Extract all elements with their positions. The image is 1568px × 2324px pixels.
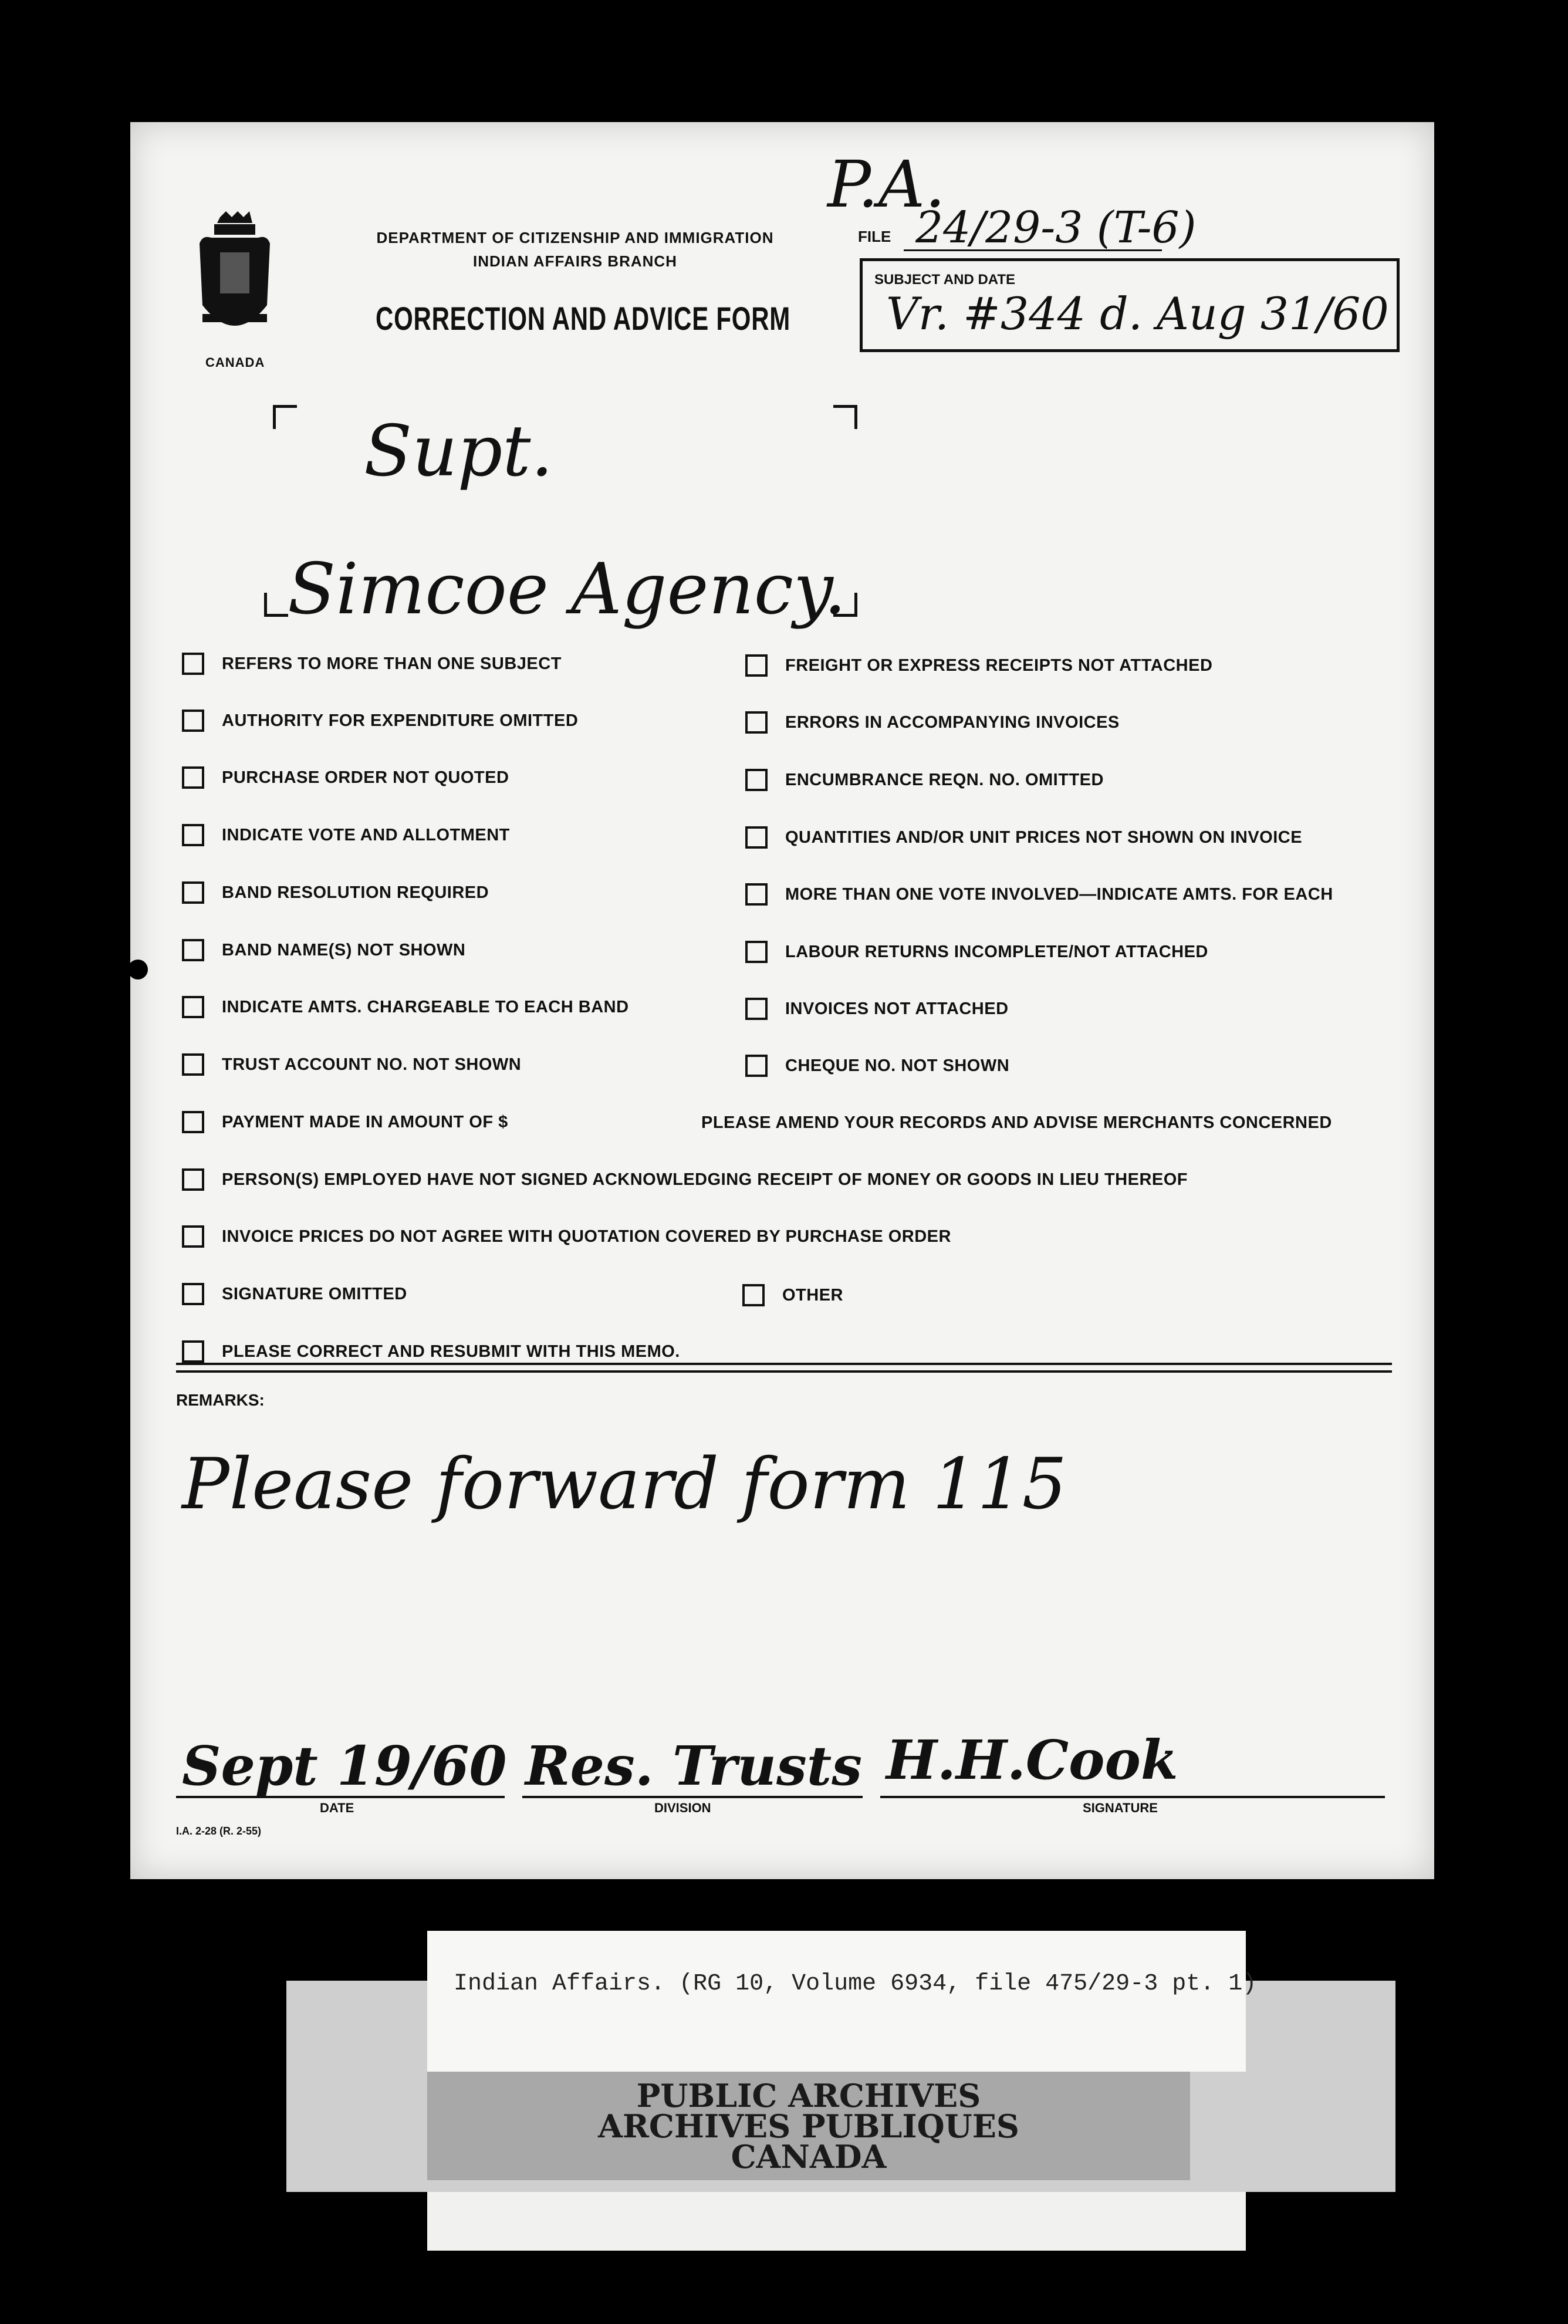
checklist-item (182, 766, 509, 789)
checklist-item (182, 824, 510, 846)
label-strip (427, 2192, 1246, 2251)
checklist-label: CHEQUE NO. NOT SHOWN (785, 1056, 1010, 1075)
checkbox[interactable] (182, 1340, 204, 1363)
checklist-label: INDICATE VOTE AND ALLOTMENT (222, 825, 510, 845)
address-line-1: Supt. (364, 411, 553, 492)
checkbox[interactable] (182, 881, 204, 904)
remarks-label: REMARKS: (176, 1391, 265, 1409)
checklist-item (182, 1340, 680, 1363)
file-number-field: 24/29-3 (T-6) (915, 202, 1197, 253)
punch-hole (128, 960, 148, 979)
checkbox[interactable] (745, 769, 768, 791)
checklist-item (745, 1055, 1009, 1077)
checkbox[interactable] (745, 826, 768, 849)
checklist-label: LABOUR RETURNS INCOMPLETE/NOT ATTACHED (785, 942, 1208, 961)
signature-caption: SIGNATURE (1083, 1801, 1158, 1815)
checklist-label: REFERS TO MORE THAN ONE SUBJECT (222, 654, 562, 673)
checklist-item (182, 939, 465, 961)
archive-stamp (427, 2069, 1190, 2180)
address-bracket-top-right (833, 405, 857, 429)
checkbox[interactable] (182, 1168, 204, 1191)
archive-reference: Indian Affairs. (RG 10, Volume 6934, file 475/29-3 pt. 1) (454, 1971, 1257, 1997)
checklist-item (182, 1111, 508, 1133)
checklist-label: PLEASE CORRECT AND RESUBMIT WITH THIS MEMO. (222, 1342, 680, 1361)
checklist-label: AUTHORITY FOR EXPENDITURE OMITTED (222, 711, 579, 730)
subject-value: Vr. #344 d. Aug 31/60 (886, 288, 1389, 340)
address-bracket-bottom-left (264, 593, 288, 617)
subject-date-box (860, 258, 1400, 352)
division-caption: DIVISION (654, 1801, 711, 1815)
department-name: DEPARTMENT OF CITIZENSHIP AND IMMIGRATION (376, 229, 774, 246)
pa-handwritten-mark: P.A. (827, 147, 946, 222)
checklist-label: PAYMENT MADE IN AMOUNT OF $ (222, 1112, 508, 1131)
checklist-item (182, 1283, 407, 1305)
checklist-item (745, 883, 1333, 906)
checkbox[interactable] (182, 1053, 204, 1076)
checkbox[interactable] (745, 941, 768, 963)
checklist-item (182, 1053, 521, 1076)
checklist-item (745, 654, 1212, 677)
signature-value: H.H.Cook (886, 1728, 1178, 1792)
checklist-label: INDICATE AMTS. CHARGEABLE TO EACH BAND (222, 997, 629, 1016)
checkbox[interactable] (182, 1225, 204, 1248)
signature-line (880, 1796, 1385, 1798)
date-caption: DATE (320, 1801, 354, 1815)
divider-line (176, 1370, 1392, 1373)
checklist-item (745, 998, 1009, 1020)
department-heading (340, 226, 810, 273)
checklist-label: TRUST ACCOUNT NO. NOT SHOWN (222, 1055, 522, 1074)
checkbox[interactable] (745, 883, 768, 906)
division-value: Res. Trusts (525, 1734, 863, 1798)
checklist-item (742, 1284, 843, 1306)
checkbox[interactable] (182, 766, 204, 789)
checklist-label: INVOICE PRICES DO NOT AGREE WITH QUOTATION COVERED BY PURCHASE ORDER (222, 1227, 951, 1246)
stamp-line-1: PUBLIC ARCHIVES (636, 2077, 981, 2114)
form-number: I.A. 2-28 (R. 2-55) (176, 1825, 262, 1837)
branch-name: INDIAN AFFAIRS BRANCH (473, 252, 677, 270)
file-label: FILE (858, 228, 891, 245)
checklist-label: FREIGHT OR EXPRESS RECEIPTS NOT ATTACHED (785, 656, 1213, 675)
checklist-item (182, 653, 562, 675)
checklist-item (182, 1168, 1188, 1191)
crest-label: CANADA (205, 355, 265, 370)
checklist-item (745, 826, 1302, 849)
checkbox[interactable] (745, 1055, 768, 1077)
checklist-label: SIGNATURE OMITTED (222, 1284, 407, 1303)
address-line-2: Simcoe Agency. (288, 549, 846, 630)
checkbox[interactable] (182, 1111, 204, 1133)
checklist-item (745, 941, 1208, 963)
checklist-item (745, 711, 1120, 734)
checkbox[interactable] (745, 654, 768, 677)
checklist-label: ENCUMBRANCE REQN. NO. OMITTED (785, 770, 1104, 789)
subject-label: SUBJECT AND DATE (874, 272, 1016, 288)
checkbox[interactable] (182, 710, 204, 732)
date-value: Sept 19/60 (182, 1734, 507, 1798)
checklist-label: QUANTITIES AND/OR UNIT PRICES NOT SHOWN ON INVOICE (785, 827, 1303, 847)
checklist-label: ERRORS IN ACCOMPANYING INVOICES (785, 712, 1120, 732)
checklist-item (182, 710, 578, 732)
address-bracket-top-left (273, 405, 297, 429)
checklist-item (182, 996, 629, 1018)
checklist-label: BAND NAME(S) NOT SHOWN (222, 940, 466, 960)
stamp-line-2: ARCHIVES PUBLIQUES (598, 2107, 1019, 2145)
checklist-item (745, 769, 1104, 791)
checklist-label: OTHER (782, 1285, 843, 1305)
checkbox[interactable] (742, 1284, 765, 1306)
checklist-label: PURCHASE ORDER NOT QUOTED (222, 768, 509, 787)
checkbox[interactable] (745, 711, 768, 734)
checklist-label: INVOICES NOT ATTACHED (785, 999, 1009, 1018)
checklist-label: BAND RESOLUTION REQUIRED (222, 883, 489, 902)
amend-records-note: PLEASE AMEND YOUR RECORDS AND ADVISE MERCHANTS CONCERNED (701, 1113, 1332, 1132)
divider-line (176, 1363, 1392, 1365)
canada-crest-icon (197, 211, 273, 346)
archive-reference-label (427, 1931, 1257, 2072)
checkbox[interactable] (182, 653, 204, 675)
stamp-line-3: CANADA (731, 2138, 887, 2176)
checklist-item (182, 1225, 951, 1248)
checkbox[interactable] (745, 998, 768, 1020)
checkbox[interactable] (182, 824, 204, 846)
checklist-item (182, 881, 489, 904)
checkbox[interactable] (182, 1283, 204, 1305)
archive-stamp-text (427, 2077, 1190, 2176)
checkbox[interactable] (182, 996, 204, 1018)
checkbox[interactable] (182, 939, 204, 961)
checklist-label: MORE THAN ONE VOTE INVOLVED—INDICATE AMTS. FOR EACH (785, 884, 1333, 904)
form-title: CORRECTION AND ADVICE FORM (376, 300, 791, 337)
checklist-label: PERSON(S) EMPLOYED HAVE NOT SIGNED ACKNOWLEDGING RECEIPT OF MONEY OR GOODS IN LIEU THEREOF (222, 1170, 1188, 1189)
remarks-text: Please forward form 115 (182, 1444, 1067, 1525)
